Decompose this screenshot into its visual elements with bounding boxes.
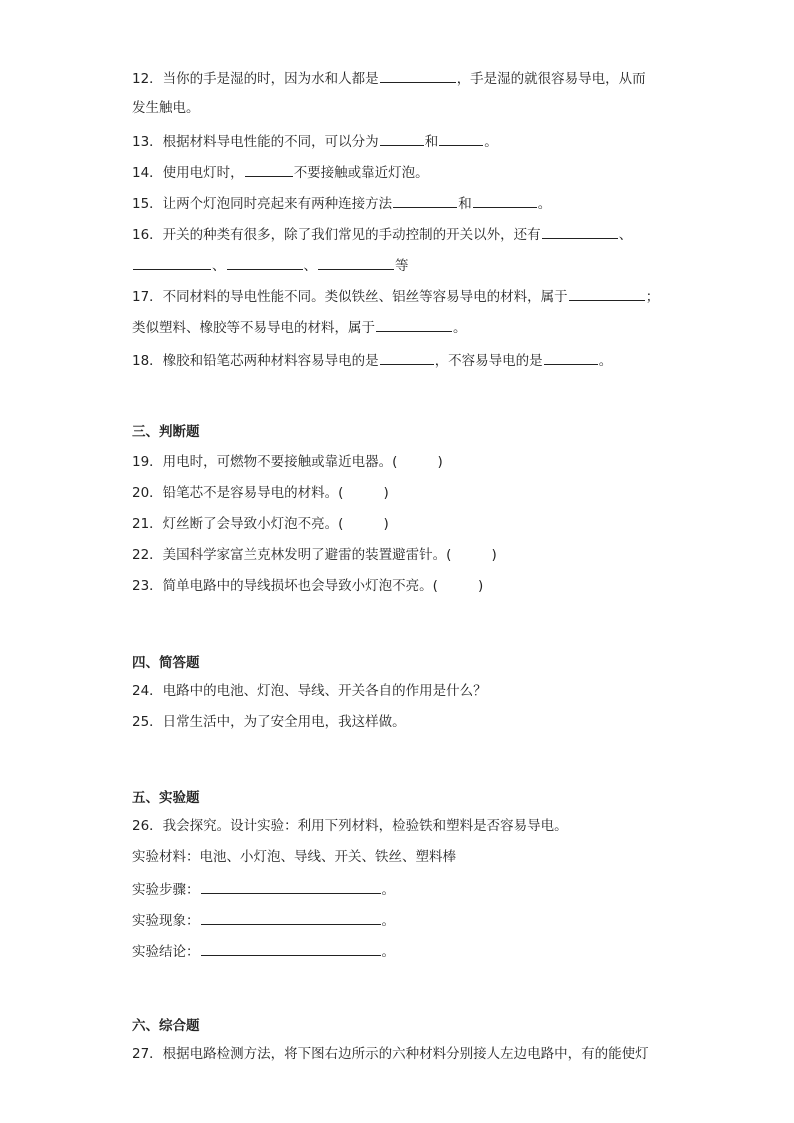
q17-text-d: 。 xyxy=(453,320,467,336)
q16-text-c: 、 xyxy=(212,258,226,274)
section-6-heading: 六、综合题 xyxy=(132,1018,200,1034)
question-12-continued xyxy=(132,99,200,117)
question-22 xyxy=(132,546,497,564)
steps-end: 。 xyxy=(381,882,395,898)
section-5-heading: 五、实验题 xyxy=(132,790,200,806)
q15-text-a: 15．让两个灯泡同时亮起来有两种连接方法 xyxy=(132,196,393,212)
q16-blank-2[interactable] xyxy=(133,255,211,270)
conclusion-blank[interactable] xyxy=(201,941,381,956)
q17-blank-1[interactable] xyxy=(569,286,645,301)
q23-text: 23．简单电路中的导线损坏也会导致小灯泡不亮。( xyxy=(132,578,438,594)
q19-close: ) xyxy=(437,454,443,470)
q13-text-c: 。 xyxy=(484,134,498,150)
q14-text-a: 14．使用电灯时， xyxy=(132,165,244,181)
q20-text: 20．铅笔芯不是容易导电的材料。( xyxy=(132,485,344,501)
question-20 xyxy=(132,484,389,502)
q20-close: ) xyxy=(383,485,389,501)
question-25: 25．日常生活中，为了安全用电，我这样做。 xyxy=(132,714,406,730)
question-16-continued xyxy=(132,255,409,275)
question-19 xyxy=(132,453,443,471)
question-15 xyxy=(132,193,551,213)
q16-blank-3[interactable] xyxy=(227,255,303,270)
q18-text-c: 。 xyxy=(598,353,613,369)
phenomenon-blank[interactable] xyxy=(201,910,381,925)
conclusion-end: 。 xyxy=(381,944,395,960)
q16-text-d: 、 xyxy=(303,258,317,274)
question-12 xyxy=(132,68,646,88)
question-24: 24．电路中的电池、灯泡、导线、开关各自的作用是什么？ xyxy=(132,683,487,699)
question-27: 27．根据电路检测方法，将下图右边所示的六种材料分别接人左边电路中，有的能使灯 xyxy=(132,1046,649,1062)
q12-blank[interactable] xyxy=(380,68,456,83)
q18-blank-2[interactable] xyxy=(544,350,598,365)
q15-text-b: 和 xyxy=(458,196,472,212)
phenomenon-label: 实验现象： xyxy=(132,913,200,929)
q22-text: 22．美国科学家富兰克林发明了避雷的装置避雷针。( xyxy=(132,547,452,563)
q12-text-b: ，手是湿的就很容易导电，从而 xyxy=(456,71,646,87)
q18-text-a: 18．橡胶和铅笔芯两种材料容易导电的是 xyxy=(132,353,379,369)
q16-text-a: 16．开关的种类有很多，除了我们常见的手动控制的开关以外，还有 xyxy=(132,227,541,243)
question-18 xyxy=(132,350,612,370)
q15-blank-1[interactable] xyxy=(393,193,457,208)
q21-close: ) xyxy=(383,516,389,532)
section-4-heading: 四、简答题 xyxy=(132,655,200,671)
steps-label: 实验步骤： xyxy=(132,882,200,898)
question-14 xyxy=(132,162,429,182)
q13-blank-2[interactable] xyxy=(439,131,483,146)
q23-close: ) xyxy=(477,578,484,594)
question-13 xyxy=(132,131,498,151)
phenomenon-end: 。 xyxy=(381,913,395,929)
q13-blank-1[interactable] xyxy=(380,131,424,146)
experiment-materials: 实验材料：电池、小灯泡、导线、开关、铁丝、塑料棒 xyxy=(132,849,456,865)
q12-text-a: 12．当你的手是湿的时，因为水和人都是 xyxy=(132,71,379,87)
q17-text-a: 17．不同材料的导电性能不同。类似铁丝、铝丝等容易导电的材料，属于 xyxy=(132,289,568,305)
q13-text-a: 13．根据材料导电性能的不同，可以分为 xyxy=(132,134,379,150)
q15-text-c: 。 xyxy=(537,196,552,212)
q12-text-c: 发生触电。 xyxy=(132,100,200,116)
section-3-heading: 三、判断题 xyxy=(132,424,200,440)
q16-blank-4[interactable] xyxy=(318,255,394,270)
q21-text: 21．灯丝断了会导致小灯泡不亮。( xyxy=(132,516,344,532)
q18-text-b: ，不容易导电的是 xyxy=(434,353,543,369)
experiment-conclusion xyxy=(132,941,395,961)
question-23 xyxy=(132,577,483,595)
experiment-steps xyxy=(132,879,395,899)
question-16 xyxy=(132,224,632,244)
q18-blank-1[interactable] xyxy=(380,350,434,365)
q17-text-c: 类似塑料、橡胶等不易导电的材料，属于 xyxy=(132,320,375,336)
q14-text-b: 不要接触或靠近灯泡。 xyxy=(293,165,429,181)
q17-text-b: ； xyxy=(645,289,660,305)
question-21 xyxy=(132,515,389,533)
q16-blank-1[interactable] xyxy=(542,224,618,239)
question-17 xyxy=(132,286,659,306)
question-26: 26．我会探究。设计实验：利用下列材料，检验铁和塑料是否容易导电。 xyxy=(132,818,568,834)
q13-text-b: 和 xyxy=(424,134,439,150)
q14-blank[interactable] xyxy=(245,162,293,177)
q16-text-e: 等 xyxy=(395,258,409,274)
q17-blank-2[interactable] xyxy=(376,317,452,332)
question-17-continued xyxy=(132,317,467,337)
conclusion-label: 实验结论： xyxy=(132,944,200,960)
q22-close: ) xyxy=(491,547,497,563)
steps-blank[interactable] xyxy=(201,879,381,894)
q19-text: 19．用电时，可燃物不要接触或靠近电器。( xyxy=(132,454,398,470)
q15-blank-2[interactable] xyxy=(473,193,537,208)
experiment-phenomenon xyxy=(132,910,395,930)
q16-text-b: 、 xyxy=(618,227,633,243)
